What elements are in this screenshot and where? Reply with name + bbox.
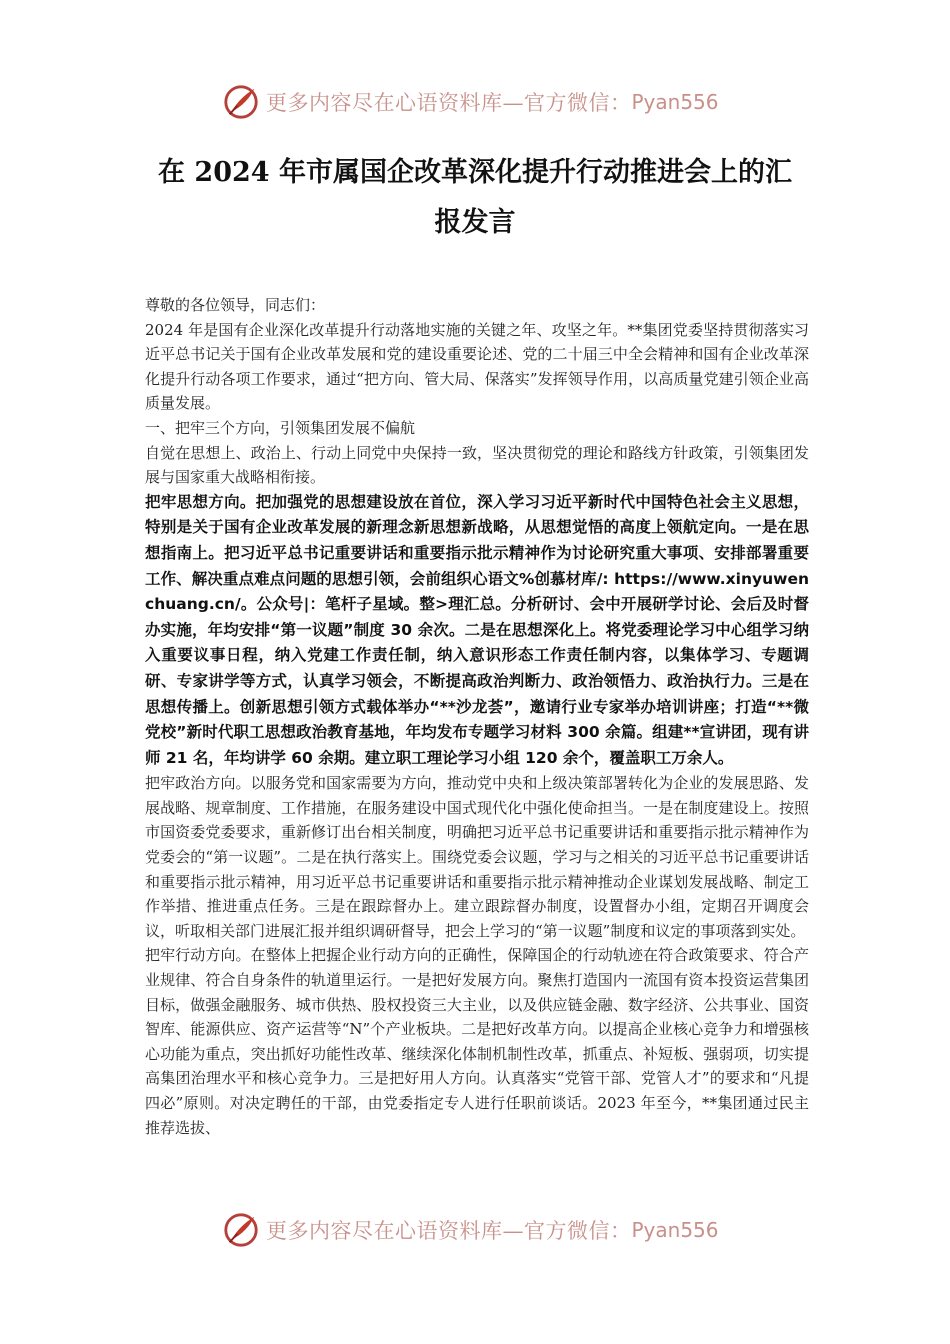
footer-banner[interactable] — [222, 1210, 742, 1250]
title-line-2: 报发言 — [434, 207, 516, 238]
paragraph-intro: 2024 年是国有企业深化改革提升行动落地实施的关键之年、攻坚之年。**集团党委坚持贯彻落实习近平总书记关于国有企业改革发展和党的建设重要论述、党的二十届三中全会精神和国有企业改革深化提升行动各项工作要求，通过“把方向、管大局、保落实”发挥领导作用，以高质量党建引领企业高质量发展。 — [145, 320, 809, 413]
paragraph-action-direction: 把牢行动方向。在整体上把握企业行动方向的正确性，保障国企的行动轨迹在符合政策要求、符合产业规律、符合自身条件的轨道里运行。一是把好发展方向。聚焦打造国内一流国有资本投资运营集团目标，做强金融服务、城市供热、股权投资三大主业，以及供应链金融、数字经济、公共事业、国资智库、能源供应、资产运营等“N”个产业板块。二是把好改革方向。以提高企业核心竞争力和增强核心功能为重点，突出抓好功能性改革、继续深化体制机制性改革，抓重点、补短板、强弱项，切实提高集团治理水平和核心竞争力。三是把好用人方向。认真落实“党管干部、党管人才”的要求和“凡提四必”原则。对决定聘任的干部，由党委指定专人进行任职前谈话。2023 年至今，**集团通过民主推荐选拔、 — [145, 946, 809, 1137]
banner-wechat-id: Pyan556 — [631, 1218, 719, 1242]
paragraph-section-intro: 自觉在思想上、政治上、行动上同党中央保持一致，坚决贯彻党的理论和路线方针政策，引领集团发展与国家重大战略相衔接。 — [145, 443, 809, 487]
salutation: 尊敬的各位领导，同志们： — [145, 296, 326, 314]
section-heading: 一、把牢三个方向，引领集团发展不偏航 — [145, 418, 416, 437]
paragraph-thought-direction: 把牢思想方向。把加强党的思想建设放在首位，深入学习习近平新时代中国特色社会主义思想，特别是关于国有企业改革发展的新理念新思想新战略，从思想觉悟的高度上领航定向。一是在思想指南上。把习近平总书记重要讲话和重要指示批示精神作为讨论研究重大事项、安排部署重要工作、解决重点难点问题的思想引领，会前组织心语文%创慕材库/: https://www.xinyuwenchuang.cn/。公众号|：笔杆子星域。整>理汇总。分析研讨、会中开展研学讨论、会后及时督办实施，年均安排“第一议题”制度 30 余次。二是在思想深化上。将党委理论学习中心组学习纳入重要议事日程，纳入党建工作责任制，纳入意识形态工作责任制内容，以集体学习、专题调研、专家讲学等方式，认真学习领会，不断提高政治判断力、政治领悟力、政治执行力。三是在思想传播上。创新思想引领方式载体举办“**沙龙荟”，邀请行业专家举办培训讲座；打造“**微党校”新时代职工思想政治教育基地，年均发布专题学习材料 300 余篇。组建**宣讲团，现有讲师 21 名，年均讲学 60 余期。建立职工理论学习小组 120 余个，覆盖职工万余人。 — [145, 492, 809, 767]
quill-logo-icon — [222, 83, 260, 121]
document-body — [145, 293, 809, 1140]
header-banner[interactable] — [222, 82, 742, 122]
banner-text: 更多内容尽在心语资料库—官方微信： — [266, 1219, 632, 1243]
document-title — [120, 148, 830, 248]
title-line-1: 在 2024 年市属国企改革深化提升行动推进会上的汇 — [158, 157, 792, 188]
banner-text: 更多内容尽在心语资料库—官方微信： — [266, 91, 632, 115]
paragraph-political-direction: 把牢政治方向。以服务党和国家需要为方向，推动党中央和上级决策部署转化为企业的发展思路、发展战略、规章制度、工作措施，在服务建设中国式现代化中强化使命担当。一是在制度建设上。按照市国资委党委要求，重新修订出台相关制度，明确把习近平总书记重要讲话和重要指示批示精神作为党委会的“第一议题”。二是在执行落实上。围绕党委会议题，学习与之相关的习近平总书记重要讲话和重要指示批示精神，用习近平总书记重要讲话和重要指示批示精神推动企业谋划发展战略、制定工作举措、推进重点任务。三是在跟踪督办上。建立跟踪督办制度，设置督办小组，定期召开调度会议，听取相关部门进展汇报并组织调研督导，把会上学习的“第一议题”制度和议定的事项落到实处。 — [145, 774, 809, 940]
quill-logo-icon — [222, 1211, 260, 1249]
banner-wechat-id: Pyan556 — [631, 90, 719, 114]
